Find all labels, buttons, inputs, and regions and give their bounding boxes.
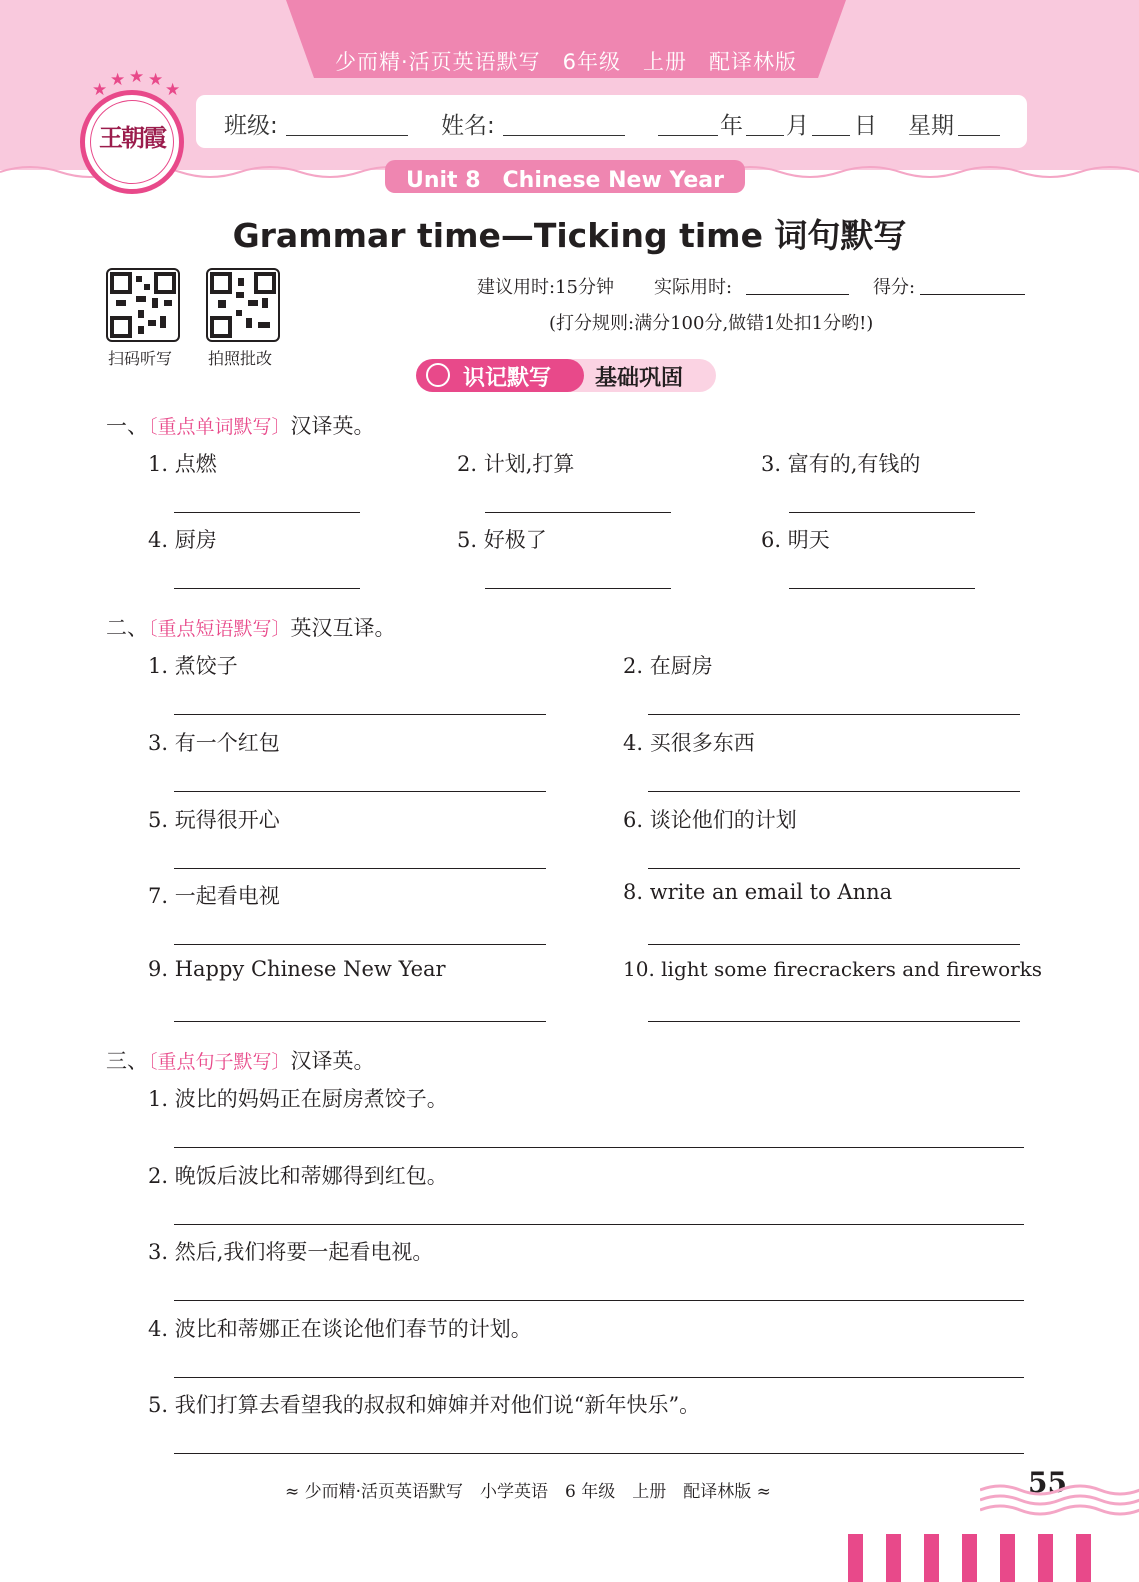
part3-item: 1. 波比的妈妈正在厨房煮饺子。 xyxy=(148,1087,448,1111)
day-label: 日 xyxy=(854,113,877,139)
answer-line[interactable] xyxy=(174,512,360,513)
answer-line[interactable] xyxy=(789,512,975,513)
part2-item: 6. 谈论他们的计划 xyxy=(623,808,797,832)
part2-item: 10. light some firecrackers and fireworks xyxy=(623,957,1043,981)
part1-heading xyxy=(106,410,375,440)
part1-tag: 〔重点单词默写〕 xyxy=(148,416,291,438)
footer-bar xyxy=(1076,1534,1091,1582)
footer-wave xyxy=(980,1478,1139,1518)
part1-number: 一、 xyxy=(106,414,148,438)
student-info-box xyxy=(196,95,1027,148)
answer-line[interactable] xyxy=(789,588,975,589)
section-banner-left-text: 识记默写 xyxy=(463,366,552,391)
part2-instruction: 英汉互译。 xyxy=(290,616,396,640)
answer-line[interactable] xyxy=(174,791,546,792)
scoring-rule: (打分规则:满分100分,做错1处扣1分哟!) xyxy=(549,313,874,334)
part1-item: 5. 好极了 xyxy=(457,528,547,552)
part3-tag: 〔重点句子默写〕 xyxy=(148,1051,291,1073)
answer-line[interactable] xyxy=(174,1377,1024,1378)
series-title: 少而精·活页英语默写 6年级 上册 配译林版 xyxy=(334,50,798,74)
answer-line[interactable] xyxy=(174,944,546,945)
part2-item: 8. write an email to Anna xyxy=(623,880,893,904)
answer-line[interactable] xyxy=(648,868,1020,869)
section-banner-right-text: 基础巩固 xyxy=(595,366,684,391)
footer-bar xyxy=(1000,1534,1015,1582)
part2-heading xyxy=(106,612,396,642)
part3-item: 4. 波比和蒂娜正在谈论他们春节的计划。 xyxy=(148,1317,532,1341)
answer-line[interactable] xyxy=(174,1300,1024,1301)
part1-item: 4. 厨房 xyxy=(148,528,217,552)
star-icon: ★ xyxy=(129,67,145,87)
qr-check-label: 拍照批改 xyxy=(208,349,273,368)
month-label: 月 xyxy=(786,113,809,139)
star-icon: ★ xyxy=(165,80,181,100)
part2-item: 4. 买很多东西 xyxy=(623,731,755,755)
qr-code-listen[interactable] xyxy=(106,268,180,342)
part1-item: 2. 计划,打算 xyxy=(457,452,575,476)
star-icon: ★ xyxy=(110,70,126,90)
answer-line[interactable] xyxy=(485,512,671,513)
footer-bar xyxy=(886,1534,901,1582)
answer-line[interactable] xyxy=(174,588,360,589)
answer-line[interactable] xyxy=(174,1147,1024,1148)
class-field[interactable] xyxy=(286,135,408,136)
actual-time-field[interactable] xyxy=(746,294,849,295)
score-field[interactable] xyxy=(920,294,1025,295)
part2-number: 二、 xyxy=(106,616,148,640)
part2-item: 2. 在厨房 xyxy=(623,654,713,678)
footer-bar xyxy=(848,1534,863,1582)
class-label: 班级: xyxy=(224,113,278,139)
star-icon: ★ xyxy=(148,70,164,90)
answer-line[interactable] xyxy=(174,868,546,869)
name-label: 姓名: xyxy=(441,113,495,139)
footer-bar xyxy=(1038,1534,1053,1582)
answer-line[interactable] xyxy=(485,588,671,589)
part3-heading xyxy=(106,1045,375,1075)
answer-line[interactable] xyxy=(174,1021,546,1022)
weekday-label: 星期 xyxy=(908,113,954,139)
footer-bar xyxy=(924,1534,939,1582)
answer-line[interactable] xyxy=(648,791,1020,792)
answer-line[interactable] xyxy=(174,1224,1024,1225)
year-label: 年 xyxy=(720,113,743,139)
footer-text: ≈ 少而精·活页英语默写 小学英语 6 年级 上册 配译林版 ≈ xyxy=(285,1482,771,1502)
qr-code-check[interactable] xyxy=(206,268,280,342)
part2-item: 3. 有一个红包 xyxy=(148,731,280,755)
answer-line[interactable] xyxy=(174,714,546,715)
page-title: Grammar time—Ticking time 词句默写 xyxy=(232,216,907,255)
suggested-time: 建议用时:15分钟 xyxy=(477,277,614,298)
answer-line[interactable] xyxy=(648,1021,1020,1022)
part2-tag: 〔重点短语默写〕 xyxy=(148,618,291,640)
part1-item: 1. 点燃 xyxy=(148,452,217,476)
weekday-field[interactable] xyxy=(958,135,1000,136)
part2-item: 7. 一起看电视 xyxy=(148,884,280,908)
qr-code-icon xyxy=(108,270,178,340)
part3-number: 三、 xyxy=(106,1049,148,1073)
part1-item: 6. 明天 xyxy=(761,528,830,552)
month-field[interactable] xyxy=(746,135,784,136)
part1-instruction: 汉译英。 xyxy=(290,414,375,438)
actual-time-label: 实际用时: xyxy=(654,277,733,298)
qr-listen-label: 扫码听写 xyxy=(108,349,173,368)
year-field[interactable] xyxy=(658,135,718,136)
unit-title: Unit 8 Chinese New Year xyxy=(405,168,724,193)
part2-item: 9. Happy Chinese New Year xyxy=(148,957,446,981)
part3-item: 2. 晚饭后波比和蒂娜得到红包。 xyxy=(148,1164,448,1188)
part3-item: 3. 然后,我们将要一起看电视。 xyxy=(148,1240,434,1264)
part2-item: 5. 玩得很开心 xyxy=(148,808,280,832)
score-label: 得分: xyxy=(873,277,916,298)
part1-item: 3. 富有的,有钱的 xyxy=(761,452,921,476)
brand-logo-text: 王朝霞 xyxy=(99,123,165,152)
star-icon: ★ xyxy=(92,80,108,100)
part3-instruction: 汉译英。 xyxy=(290,1049,375,1073)
medal-icon xyxy=(426,363,450,387)
qr-code-icon xyxy=(208,270,278,340)
page-number: 55 xyxy=(1028,1466,1067,1499)
day-field[interactable] xyxy=(812,135,850,136)
answer-line[interactable] xyxy=(648,944,1020,945)
part2-item: 1. 煮饺子 xyxy=(148,654,238,678)
part3-item: 5. 我们打算去看望我的叔叔和婶婶并对他们说“新年快乐”。 xyxy=(148,1393,701,1417)
answer-line[interactable] xyxy=(174,1453,1024,1454)
footer-bar xyxy=(962,1534,977,1582)
answer-line[interactable] xyxy=(648,714,1020,715)
name-field[interactable] xyxy=(503,135,625,136)
